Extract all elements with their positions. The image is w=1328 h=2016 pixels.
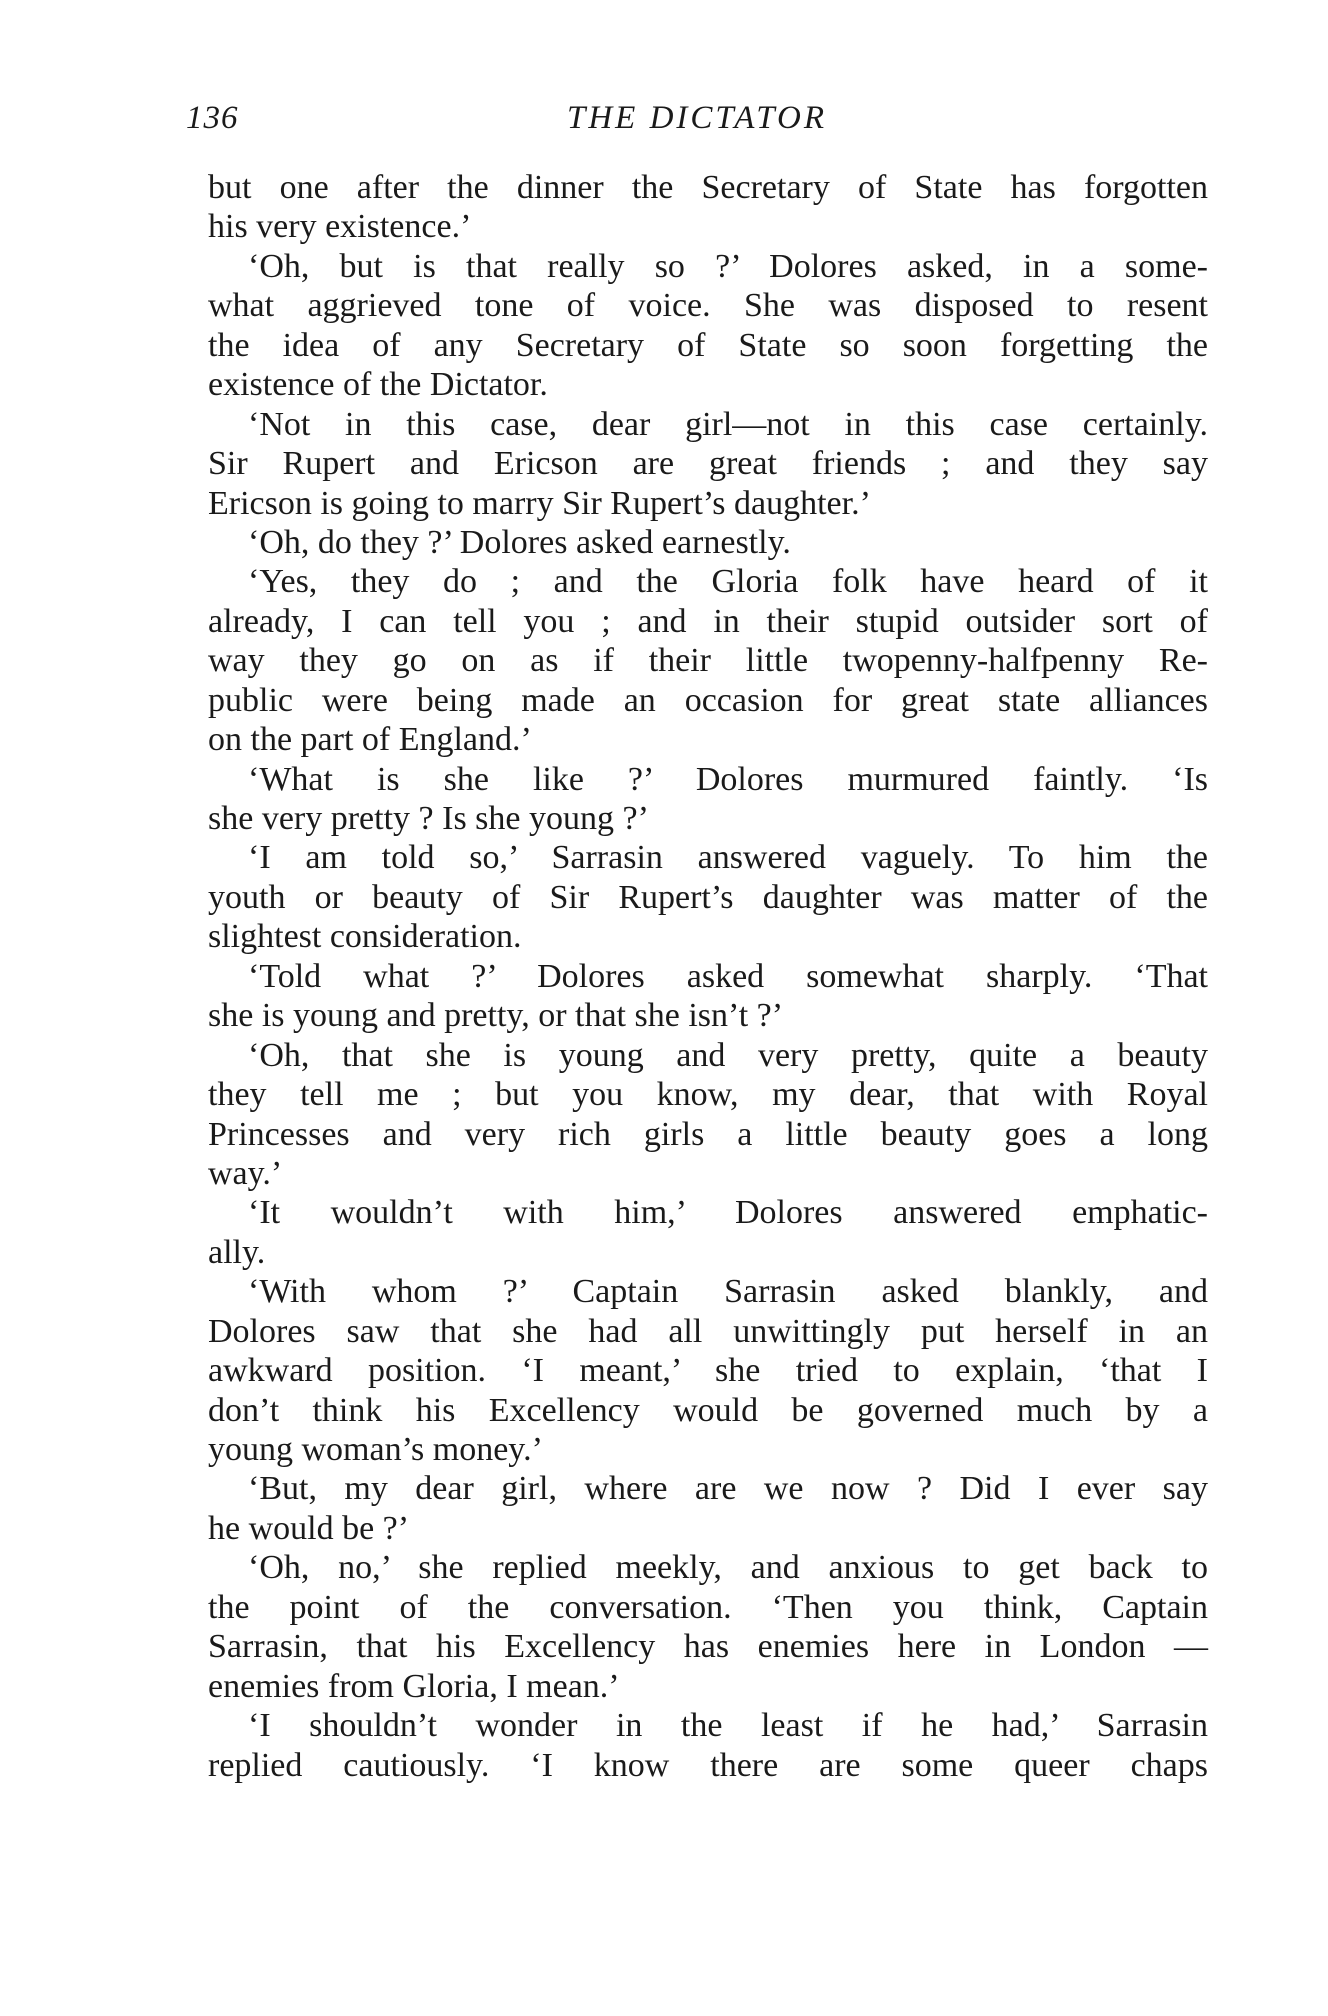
text-line: already, I can tell you ; and in their stupid outsider sort of bbox=[208, 602, 1208, 640]
text-line: ‘It wouldn’t with him,’ Dolores answered emphatic- bbox=[248, 1194, 1208, 1232]
text-line: ‘Told what ?’ Dolores asked somewhat sharply. ‘That bbox=[248, 957, 1208, 995]
text-line: the point of the conversation. ‘Then you think, Captain bbox=[208, 1588, 1208, 1626]
text-line: way they go on as if their little twopenny-halfpenny Re- bbox=[208, 642, 1208, 680]
text-line: ‘Not in this case, dear girl—not in this case certainly. bbox=[248, 405, 1208, 443]
text-line: ‘I shouldn’t wonder in the least if he had,’ Sarrasin bbox=[248, 1707, 1208, 1745]
page-header bbox=[186, 100, 1208, 150]
text-line: slightest consideration. bbox=[208, 918, 522, 956]
text-line: ‘I am told so,’ Sarrasin answered vaguely. To him the bbox=[248, 839, 1208, 877]
text-line: what aggrieved tone of voice. She was disposed to resent bbox=[208, 287, 1208, 325]
text-line: ally. bbox=[208, 1233, 266, 1271]
text-line: ‘Oh, do they ?’ Dolores asked earnestly. bbox=[248, 523, 791, 561]
body-text bbox=[208, 168, 1208, 1785]
text-line: but one after the dinner the Secretary of State has forgotten bbox=[208, 169, 1208, 206]
text-line: Princesses and very rich girls a little beauty goes a long bbox=[208, 1115, 1208, 1153]
text-line: public were being made an occasion for great state alliances bbox=[208, 681, 1208, 719]
text-line: ‘Oh, no,’ she replied meekly, and anxious to get back to bbox=[248, 1549, 1208, 1587]
text-line: his very existence.’ bbox=[208, 208, 472, 246]
text-line: replied cautiously. ‘I know there are some queer chaps bbox=[208, 1746, 1208, 1784]
text-line: youth or beauty of Sir Rupert’s daughter was matter of the bbox=[208, 878, 1208, 916]
running-title: THE DICTATOR bbox=[566, 100, 827, 136]
text-line: ‘But, my dear girl, where are we now ? Did I ever say bbox=[248, 1470, 1208, 1508]
text-line: enemies from Gloria, I mean.’ bbox=[208, 1667, 620, 1705]
page-number: 136 bbox=[186, 100, 239, 136]
text-line: awkward position. ‘I meant,’ she tried to explain, ‘that I bbox=[208, 1352, 1208, 1390]
text-line: Dolores saw that she had all unwittingly put herself in an bbox=[208, 1312, 1208, 1350]
text-line: ‘Oh, but is that really so ?’ Dolores asked, in a some- bbox=[248, 247, 1208, 285]
text-line: he would be ?’ bbox=[208, 1509, 410, 1547]
text-line: the idea of any Secretary of State so soon forgetting the bbox=[208, 326, 1208, 364]
text-line: existence of the Dictator. bbox=[208, 366, 548, 404]
text-line: ‘Oh, that she is young and very pretty, quite a beauty bbox=[248, 1036, 1208, 1074]
text-line: she is young and pretty, or that she isn’t ?’ bbox=[208, 997, 784, 1035]
text-line: Sir Rupert and Ericson are great friends ; and they say bbox=[208, 445, 1208, 483]
text-line: way.’ bbox=[208, 1154, 283, 1192]
text-line: Sarrasin, that his Excellency has enemies here in London — bbox=[208, 1628, 1208, 1666]
text-line: ‘What is she like ?’ Dolores murmured faintly. ‘Is bbox=[248, 760, 1208, 798]
text-line: Ericson is going to marry Sir Rupert’s daughter.’ bbox=[208, 484, 871, 522]
text-line: she very pretty ? Is she young ?’ bbox=[208, 800, 649, 837]
text-line: ‘Yes, they do ; and the Gloria folk have heard of it bbox=[248, 563, 1208, 601]
text-line: they tell me ; but you know, my dear, that with Royal bbox=[208, 1076, 1208, 1114]
text-line: ‘With whom ?’ Captain Sarrasin asked blankly, and bbox=[248, 1273, 1208, 1311]
text-line: on the part of England.’ bbox=[208, 721, 532, 759]
text-line: don’t think his Excellency would be governed much by a bbox=[208, 1391, 1208, 1429]
text-line: young woman’s money.’ bbox=[208, 1431, 543, 1468]
